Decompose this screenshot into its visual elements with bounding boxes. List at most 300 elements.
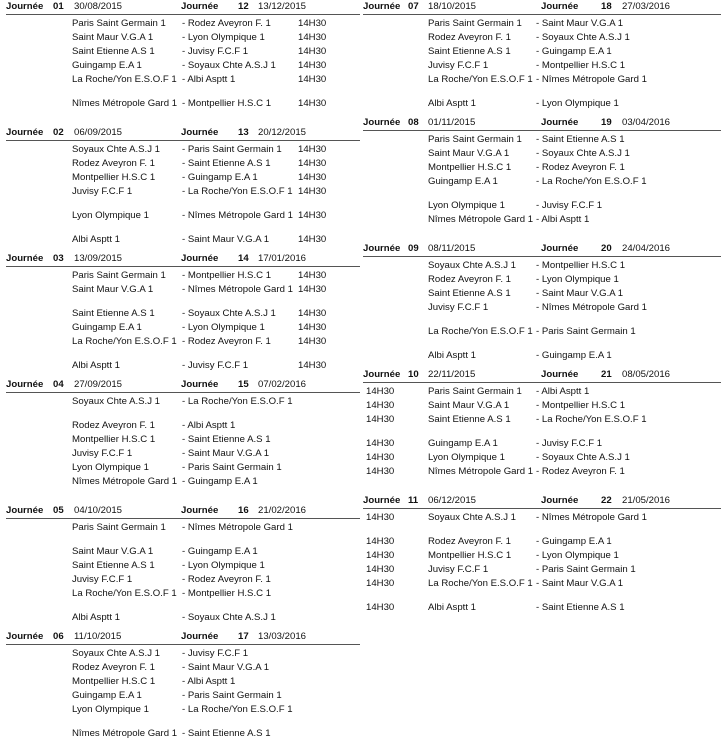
vs-dash: - xyxy=(536,98,542,109)
match-row xyxy=(6,144,360,158)
kickoff-time: 14H30 xyxy=(366,512,395,523)
kickoff-time: 14H30 xyxy=(366,466,395,477)
matchday-label: Journée xyxy=(363,369,401,380)
home-team: Saint Maur V.G.A 1 xyxy=(72,546,154,557)
away-team-name: Paris Saint Germain 1 xyxy=(187,690,282,701)
away-team-name: Montpellier H.S.C 1 xyxy=(187,98,272,109)
matchday-label: Journée xyxy=(6,505,44,516)
home-team: Montpellier H.S.C 1 xyxy=(428,550,512,561)
home-team: La Roche/Yon E.S.O.F 1 xyxy=(428,326,533,337)
matchday-block xyxy=(363,0,721,112)
home-team: Rodez Aveyron F. 1 xyxy=(72,662,156,673)
away-team xyxy=(182,186,296,198)
away-team xyxy=(536,386,656,398)
matchday-header xyxy=(6,126,360,141)
match-row xyxy=(6,46,360,60)
away-team xyxy=(182,728,296,740)
vs-dash: - xyxy=(182,308,188,319)
matchday-date: 13/09/2015 xyxy=(74,253,123,264)
match-row xyxy=(363,288,721,302)
return-matchday-date: 07/02/2016 xyxy=(258,379,307,390)
home-team: Paris Saint Germain 1 xyxy=(428,18,522,29)
matchday-label: Journée xyxy=(6,379,44,390)
return-matchday-number: 12 xyxy=(238,1,249,12)
away-team xyxy=(182,172,296,184)
away-team-name: Soyaux Chte A.S.J 1 xyxy=(541,452,630,463)
home-team: Saint Maur V.G.A 1 xyxy=(72,32,154,43)
vs-dash: - xyxy=(182,396,188,407)
vs-dash: - xyxy=(536,148,542,159)
kickoff-time: 14H30 xyxy=(298,74,327,85)
away-team-name: Rodez Aveyron F. 1 xyxy=(541,162,625,173)
home-team: Saint Etienne A.S 1 xyxy=(72,308,155,319)
return-matchday-date: 13/03/2016 xyxy=(258,631,307,642)
away-team-name: Saint Etienne A.S 1 xyxy=(541,134,625,145)
away-team-name: Soyaux Chte A.S.J 1 xyxy=(541,32,630,43)
away-team xyxy=(536,74,656,86)
away-team xyxy=(536,326,656,338)
return-matchday-number: 21 xyxy=(601,369,612,380)
vs-dash: - xyxy=(182,690,188,701)
away-team-name: Lyon Olympique 1 xyxy=(187,32,265,43)
away-team-name: Lyon Olympique 1 xyxy=(187,322,265,333)
kickoff-time: 14H30 xyxy=(366,536,395,547)
matchday-date: 18/10/2015 xyxy=(428,1,477,12)
return-matchday-number: 16 xyxy=(238,505,249,516)
match-row xyxy=(363,536,721,550)
kickoff-time: 14H30 xyxy=(298,322,327,333)
matchday-header xyxy=(6,630,360,645)
vs-dash: - xyxy=(536,260,542,271)
matchday-header xyxy=(6,0,360,15)
home-team: Paris Saint Germain 1 xyxy=(72,522,166,533)
match-row xyxy=(363,74,721,98)
away-team xyxy=(182,18,296,30)
match-row xyxy=(6,648,360,662)
match-list xyxy=(6,141,360,248)
return-matchday-number: 17 xyxy=(238,631,249,642)
return-matchday-label: Journée xyxy=(181,253,219,264)
vs-dash: - xyxy=(536,60,542,71)
away-team xyxy=(536,214,656,226)
away-team-name: Lyon Olympique 1 xyxy=(187,560,265,571)
vs-dash: - xyxy=(536,438,542,449)
vs-dash: - xyxy=(536,386,542,397)
away-team-name: Montpellier H.S.C 1 xyxy=(541,260,626,271)
home-team: Guingamp E.A 1 xyxy=(428,438,498,449)
home-team: Albi Asptt 1 xyxy=(428,350,476,361)
return-matchday-number: 18 xyxy=(601,1,612,12)
away-team xyxy=(182,704,296,716)
away-team xyxy=(182,74,296,86)
vs-dash: - xyxy=(536,46,542,57)
match-row xyxy=(363,274,721,288)
away-team xyxy=(536,466,656,478)
vs-dash: - xyxy=(536,326,542,337)
return-matchday-label: Journée xyxy=(541,117,579,128)
away-team xyxy=(536,400,656,412)
match-list xyxy=(363,131,721,238)
home-team: Soyaux Chte A.S.J 1 xyxy=(72,648,160,659)
away-team-name: Saint Maur V.G.A 1 xyxy=(541,18,624,29)
matchday-label: Journée xyxy=(363,495,401,506)
home-team: La Roche/Yon E.S.O.F 1 xyxy=(72,74,177,85)
match-row xyxy=(363,98,721,112)
vs-dash: - xyxy=(182,284,188,295)
vs-dash: - xyxy=(182,546,188,557)
matchday-number: 03 xyxy=(53,253,64,264)
matchday-label: Journée xyxy=(363,117,401,128)
away-team xyxy=(536,578,656,590)
away-team xyxy=(182,662,296,674)
match-list xyxy=(363,257,721,364)
match-row xyxy=(363,602,721,616)
away-team xyxy=(182,420,296,432)
vs-dash: - xyxy=(536,18,542,29)
away-team xyxy=(536,452,656,464)
return-matchday-label: Journée xyxy=(181,631,219,642)
away-team-name: Saint Maur V.G.A 1 xyxy=(187,448,270,459)
vs-dash: - xyxy=(536,350,542,361)
matchday-block xyxy=(363,368,721,490)
match-row xyxy=(363,302,721,326)
away-team xyxy=(182,98,296,110)
away-team xyxy=(182,284,296,296)
kickoff-time: 14H30 xyxy=(298,210,327,221)
vs-dash: - xyxy=(182,336,188,347)
match-row xyxy=(6,18,360,32)
away-team xyxy=(536,46,656,58)
kickoff-time: 14H30 xyxy=(366,578,395,589)
match-row xyxy=(6,476,360,500)
away-team-name: La Roche/Yon E.S.O.F 1 xyxy=(187,186,293,197)
match-row xyxy=(363,564,721,578)
vs-dash: - xyxy=(536,536,542,547)
return-matchday-date: 17/01/2016 xyxy=(258,253,307,264)
home-team: La Roche/Yon E.S.O.F 1 xyxy=(72,336,177,347)
return-matchday-date: 21/02/2016 xyxy=(258,505,307,516)
vs-dash: - xyxy=(182,728,188,739)
vs-dash: - xyxy=(536,400,542,411)
home-team: Juvisy F.C.F 1 xyxy=(428,60,489,71)
vs-dash: - xyxy=(182,158,188,169)
match-row xyxy=(6,172,360,186)
match-row xyxy=(363,452,721,466)
away-team-name: Albi Asptt 1 xyxy=(541,214,590,225)
matchday-date: 22/11/2015 xyxy=(428,369,476,380)
away-team xyxy=(536,350,656,362)
home-team: Montpellier H.S.C 1 xyxy=(72,676,156,687)
home-team: La Roche/Yon E.S.O.F 1 xyxy=(428,74,533,85)
matchday-block xyxy=(6,504,360,626)
home-team: Saint Etienne A.S 1 xyxy=(428,46,511,57)
vs-dash: - xyxy=(536,466,542,477)
matchday-block xyxy=(363,242,721,364)
away-team xyxy=(536,148,656,160)
away-team-name: Guingamp E.A 1 xyxy=(541,46,612,57)
home-team: Rodez Aveyron F. 1 xyxy=(428,274,512,285)
away-team xyxy=(536,18,656,30)
away-team xyxy=(536,414,656,426)
kickoff-time: 14H30 xyxy=(298,60,327,71)
matchday-date: 04/10/2015 xyxy=(74,505,123,516)
away-team xyxy=(182,560,296,572)
away-team-name: Montpellier H.S.C 1 xyxy=(187,270,272,281)
vs-dash: - xyxy=(182,32,188,43)
vs-dash: - xyxy=(182,588,188,599)
home-team: Nîmes Métropole Gard 1 xyxy=(72,476,178,487)
vs-dash: - xyxy=(536,74,542,85)
home-team: Albi Asptt 1 xyxy=(72,612,120,623)
match-row xyxy=(363,438,721,452)
vs-dash: - xyxy=(536,414,542,425)
away-team-name: Montpellier H.S.C 1 xyxy=(541,60,626,71)
away-team-name: Guingamp E.A 1 xyxy=(187,476,258,487)
home-team: Soyaux Chte A.S.J 1 xyxy=(428,512,516,523)
home-team: Lyon Olympique 1 xyxy=(72,210,149,221)
away-team-name: Soyaux Chte A.S.J 1 xyxy=(541,148,630,159)
return-matchday-number: 20 xyxy=(601,243,612,254)
matchday-label: Journée xyxy=(6,1,44,12)
schedule-column-right xyxy=(363,0,721,616)
away-team xyxy=(182,234,296,246)
matchday-label: Journée xyxy=(6,253,44,264)
vs-dash: - xyxy=(182,612,188,623)
return-matchday-number: 19 xyxy=(601,117,612,128)
match-row xyxy=(363,148,721,162)
home-team: Juvisy F.C.F 1 xyxy=(72,574,133,585)
away-team-name: Albi Asptt 1 xyxy=(187,676,236,687)
match-row xyxy=(6,396,360,420)
vs-dash: - xyxy=(536,550,542,561)
vs-dash: - xyxy=(536,288,542,299)
home-team: Albi Asptt 1 xyxy=(428,98,476,109)
match-row xyxy=(6,420,360,434)
vs-dash: - xyxy=(536,274,542,285)
vs-dash: - xyxy=(536,564,542,575)
away-team xyxy=(182,144,296,156)
home-team: Montpellier H.S.C 1 xyxy=(428,162,512,173)
away-team xyxy=(536,288,656,300)
matchday-number: 10 xyxy=(408,369,419,380)
away-team xyxy=(182,336,296,348)
home-team: La Roche/Yon E.S.O.F 1 xyxy=(72,588,177,599)
kickoff-time: 14H30 xyxy=(298,32,327,43)
away-team xyxy=(182,60,296,72)
away-team-name: Soyaux Chte A.S.J 1 xyxy=(187,612,276,623)
away-team-name: Soyaux Chte A.S.J 1 xyxy=(187,308,276,319)
away-team-name: Guingamp E.A 1 xyxy=(187,172,258,183)
vs-dash: - xyxy=(182,420,188,431)
home-team: Rodez Aveyron F. 1 xyxy=(72,420,156,431)
away-team-name: Juvisy F.C.F 1 xyxy=(541,438,603,449)
match-list xyxy=(363,383,721,490)
home-team: Guingamp E.A 1 xyxy=(72,60,142,71)
match-row xyxy=(363,214,721,238)
away-team-name: Montpellier H.S.C 1 xyxy=(187,588,272,599)
kickoff-time: 14H30 xyxy=(366,414,395,425)
away-team-name: Rodez Aveyron F. 1 xyxy=(187,336,271,347)
home-team: Juvisy F.C.F 1 xyxy=(428,564,489,575)
match-row xyxy=(363,350,721,364)
matchday-number: 11 xyxy=(408,495,419,506)
home-team: Paris Saint Germain 1 xyxy=(428,386,522,397)
home-team: Albi Asptt 1 xyxy=(428,602,476,613)
away-team-name: Juvisy F.C.F 1 xyxy=(187,648,249,659)
away-team-name: La Roche/Yon E.S.O.F 1 xyxy=(187,704,293,715)
vs-dash: - xyxy=(182,448,188,459)
matchday-header xyxy=(363,242,721,257)
home-team: Saint Maur V.G.A 1 xyxy=(428,400,510,411)
home-team: Rodez Aveyron F. 1 xyxy=(72,158,156,169)
matchday-number: 09 xyxy=(408,243,419,254)
vs-dash: - xyxy=(536,214,542,225)
home-team: Saint Etienne A.S 1 xyxy=(72,560,155,571)
away-team-name: Saint Etienne A.S 1 xyxy=(187,728,271,739)
home-team: Saint Etienne A.S 1 xyxy=(428,414,511,425)
matchday-number: 02 xyxy=(53,127,64,138)
vs-dash: - xyxy=(536,452,542,463)
home-team: La Roche/Yon E.S.O.F 1 xyxy=(428,578,533,589)
matchday-number: 08 xyxy=(408,117,419,128)
matchday-block xyxy=(363,116,721,238)
kickoff-time: 14H30 xyxy=(298,46,327,57)
matchday-header xyxy=(6,252,360,267)
vs-dash: - xyxy=(536,512,542,523)
matchday-header xyxy=(363,0,721,15)
away-team-name: Saint Maur V.G.A 1 xyxy=(541,578,624,589)
away-team xyxy=(536,98,656,110)
vs-dash: - xyxy=(182,98,188,109)
match-row xyxy=(6,98,360,122)
match-row xyxy=(363,400,721,414)
away-team-name: Juvisy F.C.F 1 xyxy=(541,200,603,211)
away-team xyxy=(182,462,296,474)
return-matchday-number: 15 xyxy=(238,379,249,390)
match-list xyxy=(6,519,360,626)
match-row xyxy=(6,676,360,690)
home-team: Lyon Olympique 1 xyxy=(428,200,505,211)
return-matchday-date: 27/03/2016 xyxy=(622,1,671,12)
kickoff-time: 14H30 xyxy=(298,284,327,295)
away-team xyxy=(536,302,656,314)
away-team-name: Albi Asptt 1 xyxy=(541,386,590,397)
away-team-name: La Roche/Yon E.S.O.F 1 xyxy=(541,414,647,425)
matchday-date: 27/09/2015 xyxy=(74,379,123,390)
matchday-label: Journée xyxy=(6,127,44,138)
kickoff-time: 14H30 xyxy=(366,602,395,613)
match-row xyxy=(363,386,721,400)
away-team xyxy=(536,512,656,524)
away-team-name: Nîmes Métropole Gard 1 xyxy=(187,210,293,221)
home-team: Soyaux Chte A.S.J 1 xyxy=(72,396,160,407)
away-team-name: Paris Saint Germain 1 xyxy=(541,564,636,575)
kickoff-time: 14H30 xyxy=(298,158,327,169)
kickoff-time: 14H30 xyxy=(366,564,395,575)
return-matchday-date: 08/05/2016 xyxy=(622,369,671,380)
home-team: Albi Asptt 1 xyxy=(72,234,120,245)
kickoff-time: 14H30 xyxy=(366,400,395,411)
away-team-name: Rodez Aveyron F. 1 xyxy=(187,574,271,585)
kickoff-time: 14H30 xyxy=(366,550,395,561)
home-team: Saint Maur V.G.A 1 xyxy=(72,284,154,295)
vs-dash: - xyxy=(536,302,542,313)
match-row xyxy=(363,260,721,274)
match-list xyxy=(6,267,360,374)
match-row xyxy=(6,210,360,234)
away-team xyxy=(536,162,656,174)
match-row xyxy=(6,234,360,248)
home-team: Juvisy F.C.F 1 xyxy=(428,302,489,313)
match-row xyxy=(363,60,721,74)
return-matchday-date: 03/04/2016 xyxy=(622,117,671,128)
matchday-date: 01/11/2015 xyxy=(428,117,476,128)
vs-dash: - xyxy=(182,322,188,333)
match-row xyxy=(363,32,721,46)
vs-dash: - xyxy=(536,578,542,589)
match-row xyxy=(363,326,721,350)
home-team: Nîmes Métropole Gard 1 xyxy=(72,728,178,739)
kickoff-time: 14H30 xyxy=(298,98,327,109)
home-team: Albi Asptt 1 xyxy=(72,360,120,371)
vs-dash: - xyxy=(182,704,188,715)
match-row xyxy=(6,612,360,626)
return-matchday-number: 22 xyxy=(601,495,612,506)
away-team-name: Saint Etienne A.S 1 xyxy=(187,434,271,445)
matchday-block xyxy=(363,494,721,616)
home-team: Guingamp E.A 1 xyxy=(72,690,142,701)
matchday-number: 04 xyxy=(53,379,64,390)
match-row xyxy=(6,546,360,560)
vs-dash: - xyxy=(182,676,188,687)
matchday-date: 11/10/2015 xyxy=(74,631,122,642)
matchday-header xyxy=(363,116,721,131)
match-row xyxy=(6,270,360,284)
vs-dash: - xyxy=(182,574,188,585)
match-row xyxy=(363,162,721,176)
away-team xyxy=(182,322,296,334)
match-row xyxy=(6,560,360,574)
return-matchday-date: 20/12/2015 xyxy=(258,127,307,138)
home-team: Guingamp E.A 1 xyxy=(72,322,142,333)
vs-dash: - xyxy=(182,648,188,659)
away-team xyxy=(182,648,296,660)
match-row xyxy=(363,550,721,564)
matchday-date: 06/12/2015 xyxy=(428,495,477,506)
home-team: Soyaux Chte A.S.J 1 xyxy=(428,260,516,271)
return-matchday-label: Journée xyxy=(541,243,579,254)
return-matchday-date: 24/04/2016 xyxy=(622,243,671,254)
matchday-date: 08/11/2015 xyxy=(428,243,476,254)
return-matchday-label: Journée xyxy=(181,379,219,390)
home-team: Montpellier H.S.C 1 xyxy=(72,172,156,183)
away-team-name: Nîmes Métropole Gard 1 xyxy=(541,74,647,85)
vs-dash: - xyxy=(182,74,188,85)
away-team-name: Saint Maur V.G.A 1 xyxy=(187,662,270,673)
vs-dash: - xyxy=(182,522,188,533)
home-team: Saint Etienne A.S 1 xyxy=(72,46,155,57)
kickoff-time: 14H30 xyxy=(298,270,327,281)
home-team: Nîmes Métropole Gard 1 xyxy=(428,466,534,477)
away-team xyxy=(536,200,656,212)
away-team xyxy=(536,564,656,576)
kickoff-time: 14H30 xyxy=(366,452,395,463)
matchday-header xyxy=(363,368,721,383)
match-row xyxy=(6,662,360,676)
vs-dash: - xyxy=(182,210,188,221)
match-row xyxy=(6,522,360,546)
away-team-name: Nîmes Métropole Gard 1 xyxy=(187,522,293,533)
